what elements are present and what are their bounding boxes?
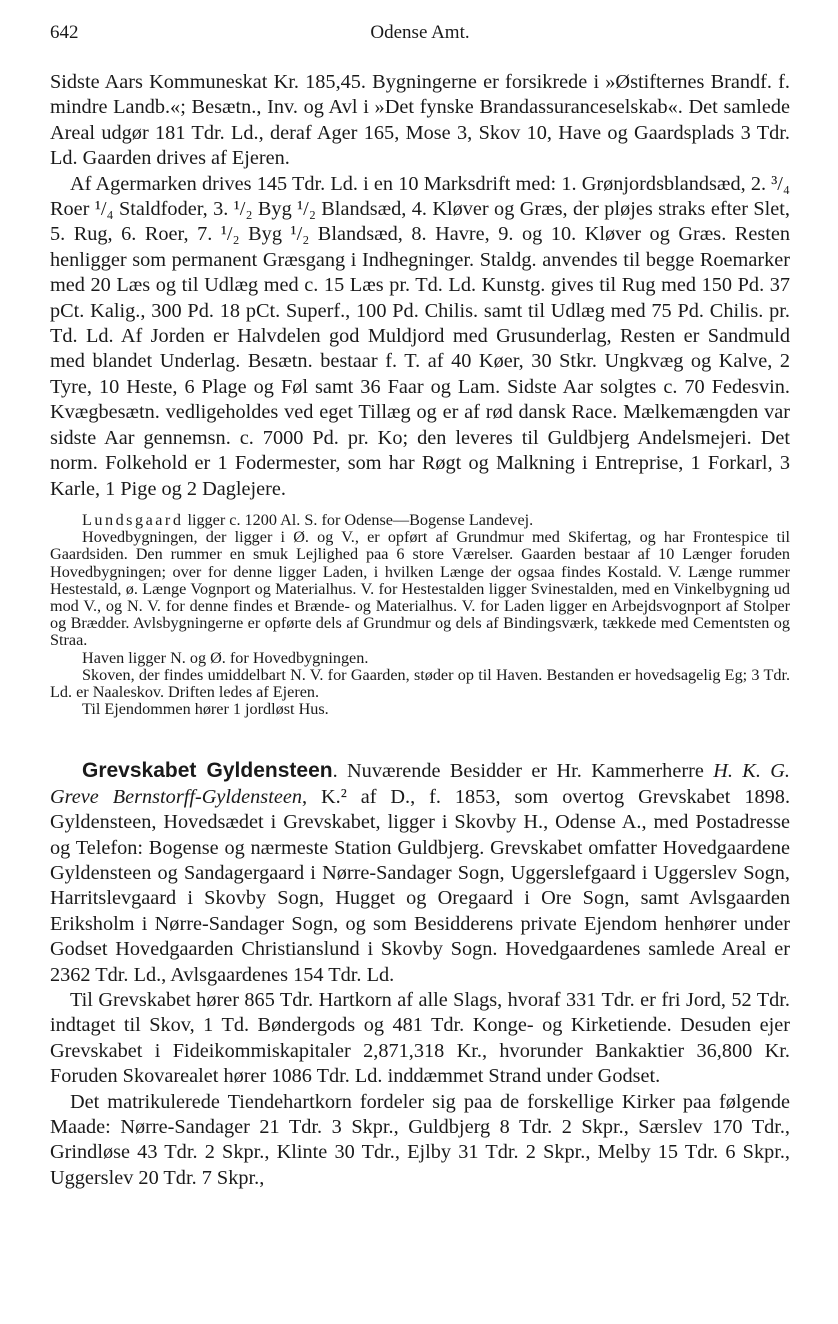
- continuation-paragraph-2: Af Agermarken drives 145 Tdr. Ld. i en 10 Marksdrift med: 1. Grønjordsblandsæd, 2. ³/₄ Roer ¹/₄ Staldfoder, 3. ¹/₂ Byg ¹/₂ Blandsæd, 4. Kløver og Græs, der pløjes straks efter Slet, 5. Rug, 6. Roer, 7. ¹/₂ Byg ¹/₂ Blandsæd, 8. Havre, 9. og 10. Kløver og Græs. Resten henligger som permanent Græsgang i Indhegninger. Staldg. anvendes til begge Roemarker med 20 Læs og til Udlæg med c. 15 Læs pr. Td. Ld. Kunstg. gives til Rug med 150 Pd. 37 pCt. Kalig., 300 Pd. 18 pCt. Superf., 100 Pd. Chilis. samt til Udlæg med 75 Pd. Chilis. pr. Td. Ld. Af Jorden er Halvdelen god Muldjord med Grusunderlag, Resten er Sandmuld med blandet Underlag. Besætn. bestaar f. T. af 40 Køer, 30 Stkr. Ungkvæg og Kalve, 2 Tyre, 10 Heste, 6 Plage og Føl samt 36 Faar og Lam. Sidste Aar solgtes c. 70 Fedesvin. Kvægbesætn. vedligeholdes ved eget Tillæg og er af rød dansk Race. Mælkemængden var sidste Aar gennemsn. c. 7000 Pd. pr. Ko; den leveres til Guldbjerg Andelsmejeri. Det norm. Folkehold er 1 Fodermester, som har Røgt og Malkning i Entreprise, 1 Forkarl, 3 Karle, 1 Pige og 2 Daglejere.: [50, 172, 790, 500]
- gyldensteen-intro-a: . Nuværende Besidder er Hr. Kammerherre: [332, 760, 714, 783]
- continuation-paragraph-1: Sidste Aars Kommuneskat Kr. 185,45. Bygningerne er forsikrede i »Østifternes Brandf. f. mindre Landb.«; Besætn., Inv. og Avl i »Det fynske Brandassuranceselskab«. Det samlede Areal udgør 181 Tdr. Ld., deraf Ager 165, Mose 3, Skov 10, Have og Gaardsplads 3 Tdr. Ld. Gaarden drives af Ejeren.: [50, 71, 790, 170]
- gyldensteen-paragraph-3: Det matrikulerede Tiendehartkorn fordeler sig paa de forskellige Kirker paa følgende Maade: Nørre-Sandager 21 Tdr. 3 Skpr., Guldbjerg 8 Tdr. 2 Skpr., Særslev 170 Tdr., Grindløse 43 Tdr. 2 Skpr., Klinte 30 Tdr., Ejlby 31 Tdr. 2 Skpr., Melby 15 Tdr. 6 Skpr., Uggerslev 20 Tdr. 7 Skpr.,: [50, 1090, 790, 1189]
- estate-name-lundsgaard: Lundsgaard: [82, 510, 184, 529]
- lundsgaard-intro: [50, 512, 790, 529]
- gyldensteen-intro: [50, 758, 790, 988]
- page-header: [50, 22, 790, 52]
- page-body: [50, 70, 790, 1191]
- lundsgaard-garden: Haven ligger N. og Ø. for Hovedbygningen.: [82, 648, 369, 667]
- gyldensteen-intro-b: , K.² af D., f. 1853, som overtog Grevskabet 1898. Gyldensteen, Hovedsædet i Grevskabet, ligger i Skovby H., Odense A., med Postadresse og Telefon: Bogense og nærmeste Station Guldbjerg. Grevskabet omfatter Hovedgaardene Gyldensteen og Sandagergaard i Nørre-Sandager Sogn, Uggerslefgaard i Uggerslev Sogn, Harritslevgaard i Skovby Sogn, Hugget og Oregaard i Ore Sogn, samt Avlsgaarden Eriksholm i Nørre-Sandager Sogn, og som Besidderens private Ejendom henhører under Godset Hovedgaarden Christianslund i Skovby Sogn. Hovedgaardenes samlede Areal er 2362 Tdr. Ld., Avlsgaardenes 154 Tdr. Ld.: [50, 785, 791, 986]
- estate-title-gyldensteen: Grevskabet Gyldensteen: [82, 759, 333, 783]
- gyldensteen-paragraph-2: Til Grevskabet hører 865 Tdr. Hartkorn af alle Slags, hvoraf 331 Tdr. er fri Jord, 52 Tdr. indtaget til Skov, 1 Td. Bøndergods og 481 Tdr. Konge- og Kirketiende. Desuden ejer Grevskabet i Fideikommiskapitaler 2,871,318 Kr., hvorunder Bankaktier 36,800 Kr. Foruden Skovarealet hører 1086 Tdr. Ld. inddæmmet Strand under Godset.: [50, 989, 790, 1088]
- lundsgaard-other: Til Ejendommen hører 1 jordløst Hus.: [82, 700, 329, 719]
- lundsgaard-forest: Skoven, der findes umiddelbart N. V. for Gaarden, støder op til Haven. Bestanden er hovedsagelig Eg; 3 Tdr. Ld. er Naaleskov. Driften ledes af Ejeren.: [50, 665, 790, 701]
- owner-name: H. K. G. Greve Bernstorff-Gyldensteen: [50, 760, 790, 808]
- page-number: 642: [50, 22, 79, 43]
- lundsgaard-buildings: Hovedbygningen, der ligger i Ø. og V., er opført af Grundmur med Skifertag, og har Frontespice til Gaardsiden. Den rummer en smuk Lejlighed paa 6 store Værelser. Gaarden bestaar af 10 Længer foruden Hovedbygningen; over for denne ligger Laden, i hvilken Længe der ogsaa findes Kostald. V. Længe rummer Hestestald, ø. Længe Vognport og Materialhus. V. for Hestestalden ligger Svinestalden, med en Vinkelbygning ud mod V., og N. V. for denne findes et Brænde- og Materialhus. V. for Laden ligger en Arbejdsvognport af Stolper og Brædder. Avlsbygningerne er opførte dels af Grundmur og dels af Bindingsværk, tækkede med Cementsten og Straa.: [50, 528, 790, 650]
- running-title: Odense Amt.: [370, 22, 470, 43]
- lundsgaard-intro-text: ligger c. 1200 Al. S. for Odense—Bogense Landevej.: [183, 510, 534, 529]
